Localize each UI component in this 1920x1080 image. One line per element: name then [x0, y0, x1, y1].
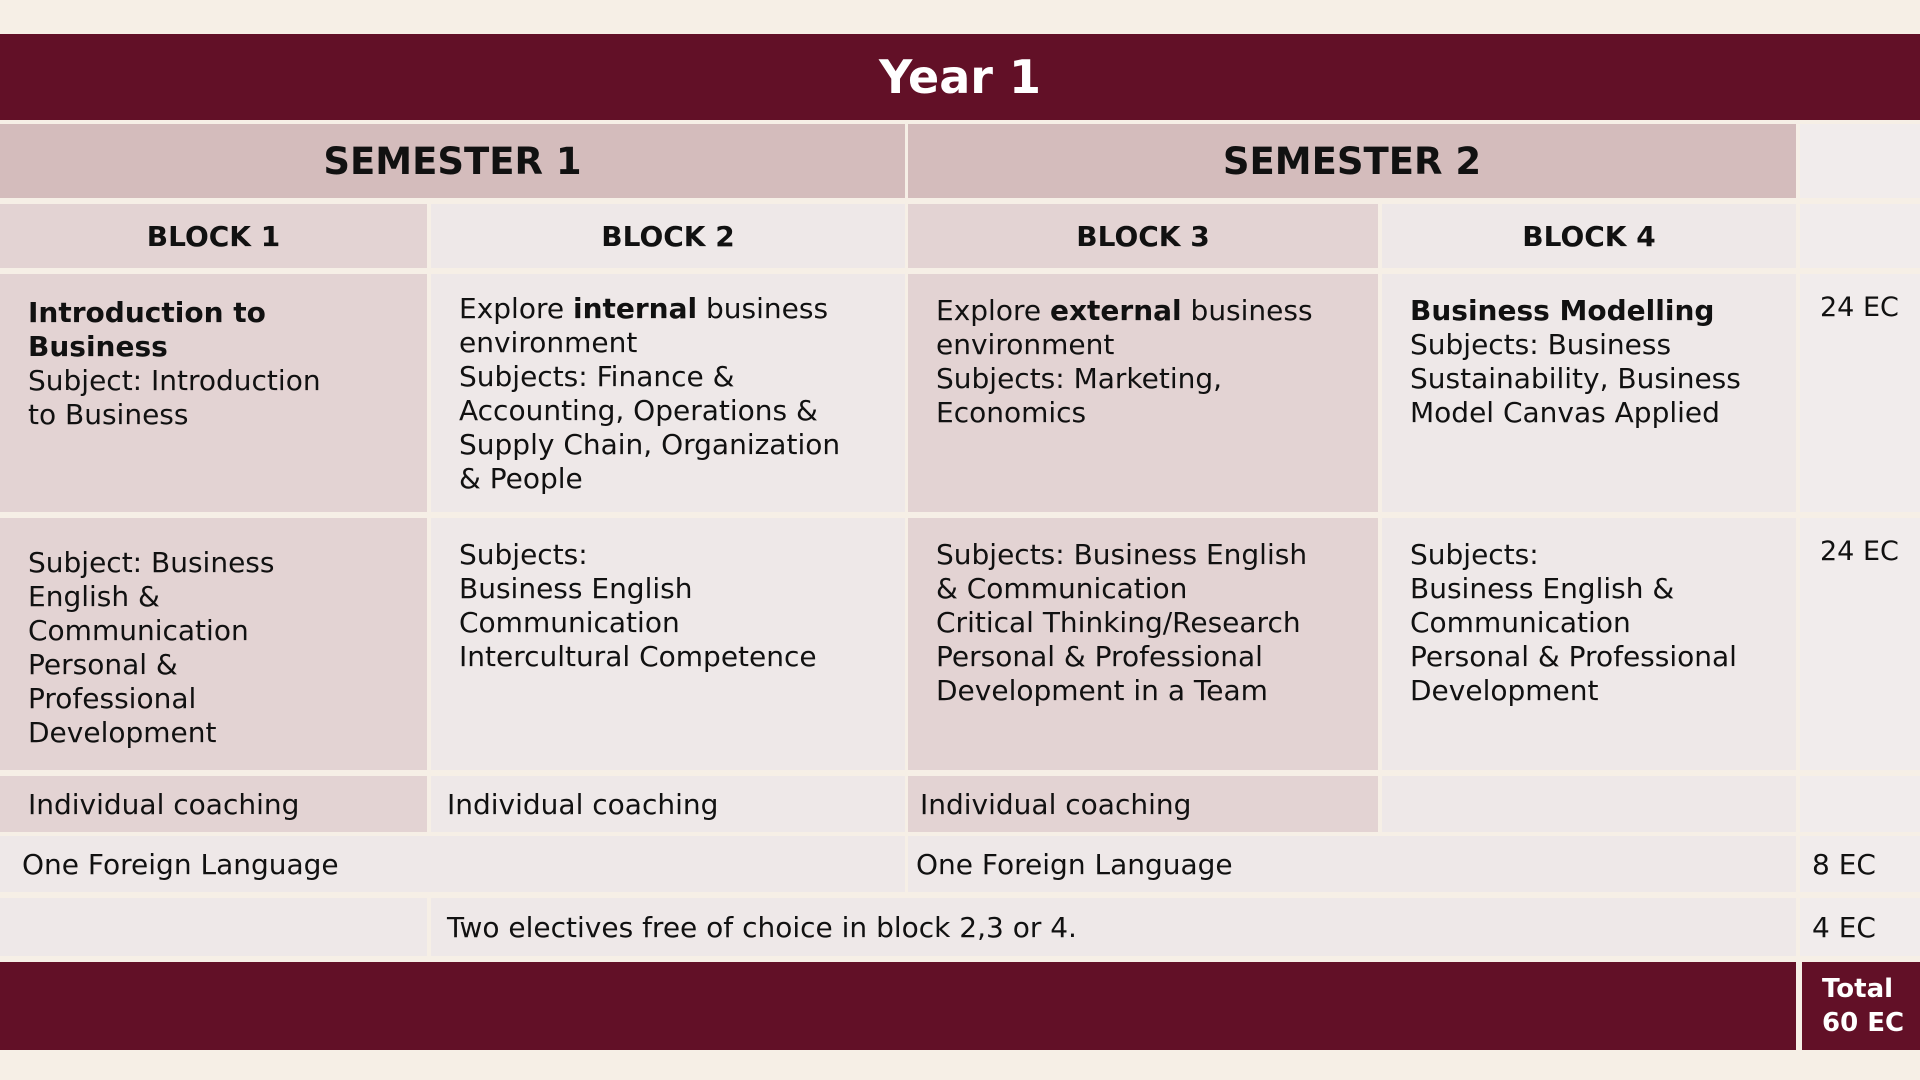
block-2-header: BLOCK 2 — [431, 204, 905, 268]
language-semester-1: One Foreign Language — [0, 836, 905, 892]
total-label: Total — [1822, 974, 1894, 1004]
module-line: Subjects: Finance & — [459, 360, 735, 393]
block-1-language-skills — [0, 518, 427, 770]
module-line: Supply Chain, Organization — [459, 428, 841, 461]
subject-line: Subjects: — [1410, 538, 1539, 571]
subject-line: Personal & — [28, 648, 178, 681]
module-line: Economics — [936, 396, 1087, 429]
block-3-header: BLOCK 3 — [908, 204, 1378, 268]
bottom-bar — [0, 962, 1796, 1050]
subject-line: Development in a Team — [936, 674, 1268, 707]
year-title: Year 1 — [0, 34, 1920, 120]
block-4-main-module — [1382, 274, 1796, 512]
block-1-header: BLOCK 1 — [0, 204, 427, 268]
subject-line: English & — [28, 580, 160, 613]
block-2-main-module — [431, 274, 905, 512]
subject-line: Personal & Professional — [1410, 640, 1737, 673]
subject-line: Development — [1410, 674, 1599, 707]
subject-line: & Communication — [936, 572, 1188, 605]
subject-line: Intercultural Competence — [459, 640, 817, 673]
coaching-block-1: Individual coaching — [0, 776, 427, 832]
subject-line: Communication — [28, 614, 249, 647]
coaching-block-2: Individual coaching — [431, 776, 905, 832]
module-line: & People — [459, 462, 583, 495]
subject-line: Professional — [28, 682, 197, 715]
subject-line: Subjects: Business English — [936, 538, 1308, 571]
subject-line: Critical Thinking/Research — [936, 606, 1301, 639]
module-line: environment — [936, 328, 1115, 361]
module-line: Sustainability, Business — [1410, 362, 1741, 395]
module-intro: business — [1181, 294, 1313, 327]
row-1-ec: 24 EC — [1800, 274, 1920, 512]
subject-heading: Subjects: — [459, 538, 588, 571]
block-1-main-module — [0, 274, 427, 512]
language-ec: 8 EC — [1800, 836, 1920, 892]
subject-line: Personal & Professional — [936, 640, 1263, 673]
coaching-block-3: Individual coaching — [908, 776, 1378, 832]
electives-text: Two electives free of choice in block 2,3 or 4. — [431, 898, 1796, 956]
module-intro: Explore — [936, 294, 1050, 327]
coaching-ec-empty — [1800, 776, 1920, 832]
semester-1-header: SEMESTER 1 — [0, 124, 905, 198]
subject-line: Communication — [459, 606, 680, 639]
ec-block-empty — [1800, 204, 1920, 268]
module-intro: business — [697, 292, 829, 325]
module-subject: Subject: Introduction — [28, 364, 321, 397]
total-ec — [1802, 962, 1920, 1050]
block-2-language-skills — [431, 518, 905, 770]
block-4-language-skills — [1382, 518, 1796, 770]
subject-line: Business English & — [1410, 572, 1675, 605]
module-line: Subjects: Business — [1410, 328, 1672, 361]
row-2-ec: 24 EC — [1800, 518, 1920, 770]
subject-line: Business English — [459, 572, 693, 605]
module-line: environment — [459, 326, 638, 359]
electives-ec: 4 EC — [1800, 898, 1920, 956]
electives-block-1-empty — [0, 898, 427, 956]
subject-line: Communication — [1410, 606, 1631, 639]
module-keyword: internal — [572, 292, 698, 325]
block-3-main-module — [908, 274, 1378, 512]
block-4-header: BLOCK 4 — [1382, 204, 1796, 268]
module-keyword: external — [1049, 294, 1182, 327]
module-line: Subjects: Marketing, — [936, 362, 1223, 395]
module-line: Accounting, Operations & — [459, 394, 818, 427]
subject-line: Subject: Business — [28, 546, 275, 579]
ec-header-empty — [1800, 124, 1920, 198]
semester-2-header: SEMESTER 2 — [908, 124, 1796, 198]
module-title: Introduction to Business — [28, 296, 266, 363]
total-value: 60 EC — [1822, 1008, 1905, 1038]
language-semester-2: One Foreign Language — [908, 836, 1796, 892]
module-line: Model Canvas Applied — [1410, 396, 1720, 429]
subject-line: Development — [28, 716, 217, 749]
module-subject: to Business — [28, 398, 189, 431]
module-title: Business Modelling — [1410, 294, 1715, 327]
module-intro: Explore — [459, 292, 573, 325]
block-3-language-skills — [908, 518, 1378, 770]
coaching-block-4-empty — [1382, 776, 1796, 832]
